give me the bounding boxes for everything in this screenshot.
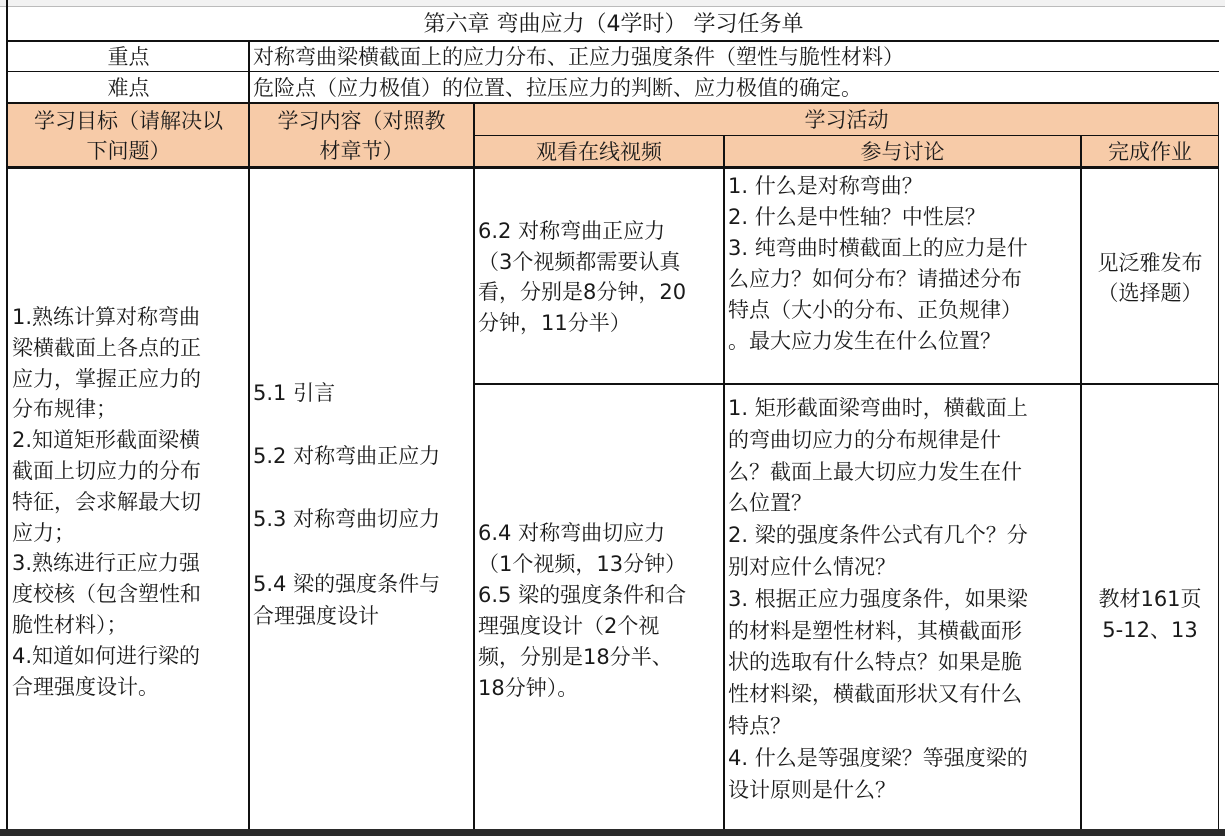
- window-bottom-bar: [0, 829, 1225, 836]
- content-item-2: 5.2 对称弯曲正应力: [253, 444, 441, 468]
- row2-homework: 教材161页 5-12、13: [1098, 587, 1202, 642]
- content-item-4: 5.4 梁的强度条件与 合理强度设计: [253, 572, 441, 628]
- row1-video: 6.2 对称弯曲正应力 （3个视频都需要认真 看，分别是8分钟，20 分钟，11分半）: [478, 219, 687, 335]
- grid-line: [6, 166, 1219, 169]
- goals-text: 1.熟练计算对称弯曲 梁横截面上各点的正 应力，掌握正应力的 分布规律； 2.知道矩形截面梁横 截面上切应力的分布 特征，会求解最大切 应力； 3.熟练进行正应力强 度校核（包含塑性和 脆性材料）； 4.知道如何进行梁的 合理强度设计。: [12, 305, 201, 699]
- key-points-label: 重点: [107, 45, 150, 69]
- row1-discussion: 1. 什么是对称弯曲？ 2. 什么是中性轴？中性层？ 3. 纯弯曲时横截面上的应力是什 么应力？如何分布？请描述分布 特点（大小的分布、正负规律） 。最大应力发生在什么位置？: [728, 174, 1028, 353]
- row2-video: 6.4 对称弯曲切应力 （1个视频，13分钟） 6.5 梁的强度条件和合 理强度设计（2个视 频，分别是18分半、 18分钟）。: [478, 521, 687, 700]
- grid-line: [6, 102, 1219, 104]
- grid-line: [1080, 136, 1082, 829]
- page-title: 第六章 弯曲应力（4学时） 学习任务单: [423, 12, 804, 37]
- header-goals: 学习目标（请解决以 下问题）: [34, 109, 223, 163]
- grid-line: [6, 0, 8, 829]
- grid-line: [474, 383, 1219, 385]
- grid-line: [248, 40, 250, 829]
- grid-line: [6, 40, 1219, 42]
- grid-line: [723, 136, 725, 829]
- content-item-1: 5.1 引言: [253, 381, 336, 405]
- key-points-text: 对称弯曲梁横截面上的应力分布、正应力强度条件（塑性与脆性材料）: [253, 45, 904, 69]
- header-activities: 学习活动: [804, 108, 889, 132]
- difficulties-text: 危险点（应力极值）的位置、拉压应力的判断、应力极值的确定。: [253, 76, 862, 100]
- header-homework: 完成作业: [1108, 140, 1192, 164]
- right-clipped-edge: [1219, 96, 1225, 829]
- row1-homework: 见泛雅发布 （选择题）: [1097, 251, 1203, 305]
- row2-discussion: 1. 矩形截面梁弯曲时，横截面上 的弯曲切应力的分布规律是什 么？截面上最大切应力发生在什 么位置？ 2. 梁的强度条件公式有几个？分 别对应什么情况？ 3. 根据正应力强度条件，如果梁 的材料是塑性材料，其横截面形 状的选取有什么特点？如果是脆 性材料梁，横截面形状又有什么 特点？ 4. 什么是等强度梁？等强度梁的 设计原则是什么？: [728, 396, 1028, 802]
- header-discussion: 参与讨论: [860, 140, 945, 164]
- difficulties-label: 难点: [107, 76, 150, 100]
- grid-line: [473, 102, 475, 829]
- sheet-top-strip: [0, 0, 1225, 7]
- content-item-3: 5.3 对称弯曲切应力: [253, 507, 441, 531]
- grid-line: [6, 71, 1219, 72]
- header-content: 学习内容（对照教 材章节）: [277, 109, 446, 163]
- grid-line: [474, 135, 1219, 136]
- header-video: 观看在线视频: [536, 140, 662, 164]
